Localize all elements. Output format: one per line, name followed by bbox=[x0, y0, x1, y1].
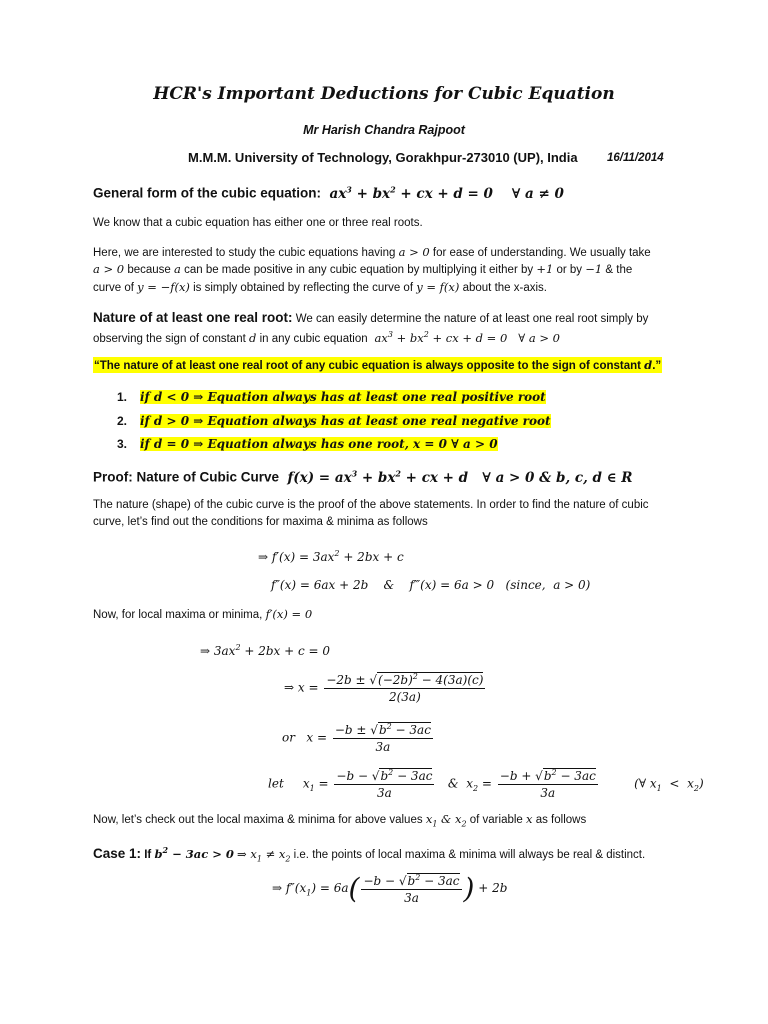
paper-title: HCR's Important Deductions for Cubic Equation bbox=[153, 84, 615, 104]
author-name: Mr Harish Chandra Rajpoot bbox=[303, 123, 465, 137]
paragraph-line-1: Here, we are interested to study the cubic equations having a > 0 for ease of understanding. We usually take bbox=[93, 245, 651, 259]
highlighted-quote: “The nature of at least one real root of any cubic equation is always opposite to the sign of constant d.” bbox=[94, 358, 662, 372]
case1-label: Case 1: bbox=[93, 845, 142, 861]
paragraph-line-3: curve of y = −f(x) is simply obtained by reflecting the curve of y = f(x) about the x-axis. bbox=[93, 280, 547, 294]
nature-line-1: Nature of at least one real root: We can easily determine the nature of at least one real root simply by bbox=[93, 310, 649, 325]
equation-roots-x1-x2: let $x_1$ = $\frac{-b - √b^2 - 3ac}{3a}$ & $x_2$ = $\frac{-b + √b^2 - 3ac}{3a}$ (∀ $x_1 < x_2$) bbox=[268, 768, 704, 800]
local-extrema-line: Now, for local maxima or minima, f′(x) = 0 bbox=[93, 607, 313, 621]
equation-second-derivative-x1: ⇒ $f''(x_1) = 6a$( $\frac{-b - √b^2 - 3ac}{3a}$ ) + 2b bbox=[272, 872, 508, 905]
equation-quadratic: ⇒ $3ax^2 + 2bx + c = 0$ bbox=[200, 643, 331, 658]
nature-heading: Nature of at least one real root: bbox=[93, 310, 293, 325]
equation-simplified-roots: or x = $\frac{-b \pm √b^2 - 3ac}{3a}$ bbox=[282, 722, 431, 754]
nature-line-2: observing the sign of constant d in any cubic equation $ax^3 + bx^2$ + cx + d = 0 ∀ a > 0 bbox=[93, 330, 560, 345]
equation-second-third-derivative: f″(x) = 6ax + 2b & f‴(x) = 6a > 0 (since, a > 0) bbox=[271, 578, 591, 592]
equation-first-derivative: ⇒ $f'(x) = 3ax^2 + 2bx + c$ bbox=[258, 549, 404, 564]
check-line: Now, let’s check out the local maxima & minima for above values $x_1$ & $x_2$ of variable x as follows bbox=[93, 812, 587, 829]
proof-heading-line: Proof: Nature of Cubic Curve $f(x) = ax^3 + bx^2$ + cx + d ∀ a > 0 & b, c, d ∈ R bbox=[93, 468, 633, 486]
general-form-line bbox=[93, 184, 564, 202]
list-item: 3. if d = 0 ⇒ Equation always has one root, x = 0 ∀ a > 0 bbox=[117, 437, 498, 451]
proof-line-2: curve, let’s find out the conditions for maxima & minima as follows bbox=[93, 516, 428, 528]
intro-paragraph: We know that a cubic equation has either one or three real roots. bbox=[93, 217, 423, 229]
proof-heading: Proof: Nature of Cubic Curve bbox=[93, 469, 280, 485]
paragraph-line-2: a > 0 because a can be made positive in any cubic equation by multiplying it either by +1 or by −1 & the bbox=[93, 262, 633, 276]
affiliation: M.M.M. University of Technology, Gorakhpur-273010 (UP), India bbox=[188, 150, 578, 165]
general-form-label: General form of the cubic equation: bbox=[93, 185, 322, 201]
list-item: 1. if d < 0 ⇒ Equation always has at least one real positive root bbox=[117, 390, 546, 404]
equation-quadratic-formula: ⇒ x = $\frac{-2b \pm √(-2b)^2 - 4(3a)(c)}{2(3a)}$ bbox=[284, 672, 484, 704]
general-form-equation: $ax^3 + bx^2$ + cx + d = 0 ∀ a ≠ 0 bbox=[324, 184, 564, 202]
list-item: 2. if d > 0 ⇒ Equation always has at least one real negative root bbox=[117, 414, 551, 428]
date: 16/11/2014 bbox=[607, 152, 664, 164]
case1-line: Case 1: If $b^2 - 3ac > 0$ ⇒ $x_1 \ne x_2$ i.e. the points of local maxima & minima will always be real & distinct. bbox=[93, 845, 646, 864]
proof-line-1: The nature (shape) of the cubic curve is the proof of the above statements. In order to find the nature of cubic bbox=[93, 499, 649, 511]
